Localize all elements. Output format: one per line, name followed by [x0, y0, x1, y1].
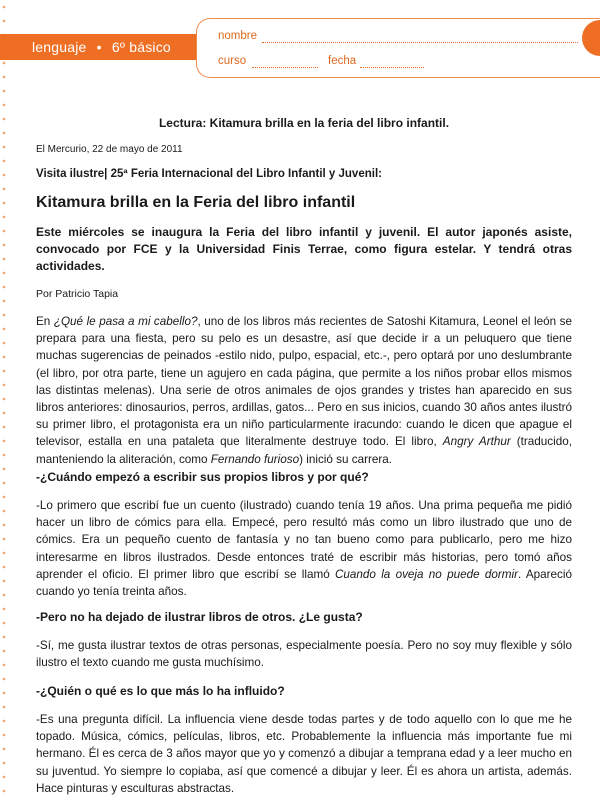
name-label: nombre	[218, 30, 257, 42]
answer-1: -Lo primero que escribí fue un cuento (ilustrado) cuando tenía 19 años. Una prima pequeña me pidió hacer un libro de cómics para ella. Empecé, pero resultó más como un libro ilustrado que uno de cómics. Era un pequeño cuento de fantasía y no tan bueno como para publicarlo, pero me hizo interesarme en libros ilustrados. Desde entonces traté de escribir más historias, pero tomó años aprender el oficio. El primer libro que escribí se llamó Cuando la oveja no puede dormir. Apareció cuando yo tenía treinta años.	[36, 499, 572, 599]
grade-label: 6º básico	[111, 39, 171, 55]
name-field[interactable]	[262, 42, 578, 43]
answer-3: -Es una pregunta difícil. La influencia viene desde todas partes y de todo aquello con lo que me he topado. Música, cómics, películas, libros, etc. Probablemente la influencia más importante fue mi hermano. Él es cerca de 3 años mayor que yo y comenzó a dibujar a temprana edad y a leer mucho en su juventud. Yo siempre lo copiaba, así que comencé a dibujar y leer. Él es ahora un artista, además. Hace pinturas y esculturas abstractas.	[36, 713, 572, 795]
date-field[interactable]	[360, 67, 424, 68]
course-label: curso	[218, 55, 247, 67]
reading-title: Lectura: Kitamura brilla en la feria del libro infantil.	[158, 116, 450, 130]
subject-banner	[0, 34, 196, 60]
intro-paragraph: En ¿Qué le pasa a mi cabello?, uno de los libros más recientes de Satoshi Kitamura, Leonel el león se prepara para una fiesta, pero su pelo es un desastre, así que decide ir a un peluquero que tiene muchas sugerencias de peinados -estilo nido, pulpo, espacial, etc.-, pero optará por uno deslumbrante (el libro, por otra parte, tiene un agujero en cada página, que permite a los niños probar ellos mismos las distintas melenas). Una serie de otros animales de ojos grandes y tristes han aparecido en sus libros anteriores: dinosaurios, perros, ardillas, gatos... Pero en sus inicios, cuando 30 años antes ilustró su primer libro, el protagonista era un niño particularmente iracundo: cuando le dicen que apague el televisor, estalla en una pataleta que literalmente destruye todo. El libro, Angry Arthur (traducido, manteniendo la aliteración, como Fernando furioso) inició su carrera.	[36, 315, 573, 466]
subject-bullet: •	[96, 39, 102, 55]
course-field[interactable]	[252, 67, 318, 68]
question-3: -¿Quién o qué es lo que más lo ha influido?	[36, 684, 285, 698]
subject-label: lenguaje	[32, 39, 87, 55]
date-label: fecha	[328, 55, 357, 67]
article-source: El Mercurio, 22 de mayo de 2011	[36, 144, 183, 155]
question-1: -¿Cuándo empezó a escribir sus propios libros y por qué?	[36, 470, 369, 484]
article-headline: Kitamura brilla en la Feria del libro infantil	[36, 194, 356, 211]
question-2: -Pero no ha dejado de ilustrar libros de otros. ¿Le gusta?	[36, 610, 363, 624]
byline: Por Patricio Tapia	[36, 288, 119, 300]
student-info-box	[196, 18, 600, 78]
visit-subtitle: Visita ilustre| 25ª Feria Internacional del Libro Infantil y Juvenil:	[36, 168, 382, 180]
article-lead: Este miércoles se inaugura la Feria del libro infantil y juvenil. El autor japonés asiste, convocado por FCE y la Universidad Finis Terrae, como figura estelar. Y tendrá otras actividades.	[36, 225, 572, 273]
answer-2: -Sí, me gusta ilustrar textos de otras personas, especialmente poesía. Pero no soy muy flexible y sólo ilustro el texto cuando me gusta muchísimo.	[36, 639, 572, 670]
left-dot-border	[2, 0, 6, 800]
